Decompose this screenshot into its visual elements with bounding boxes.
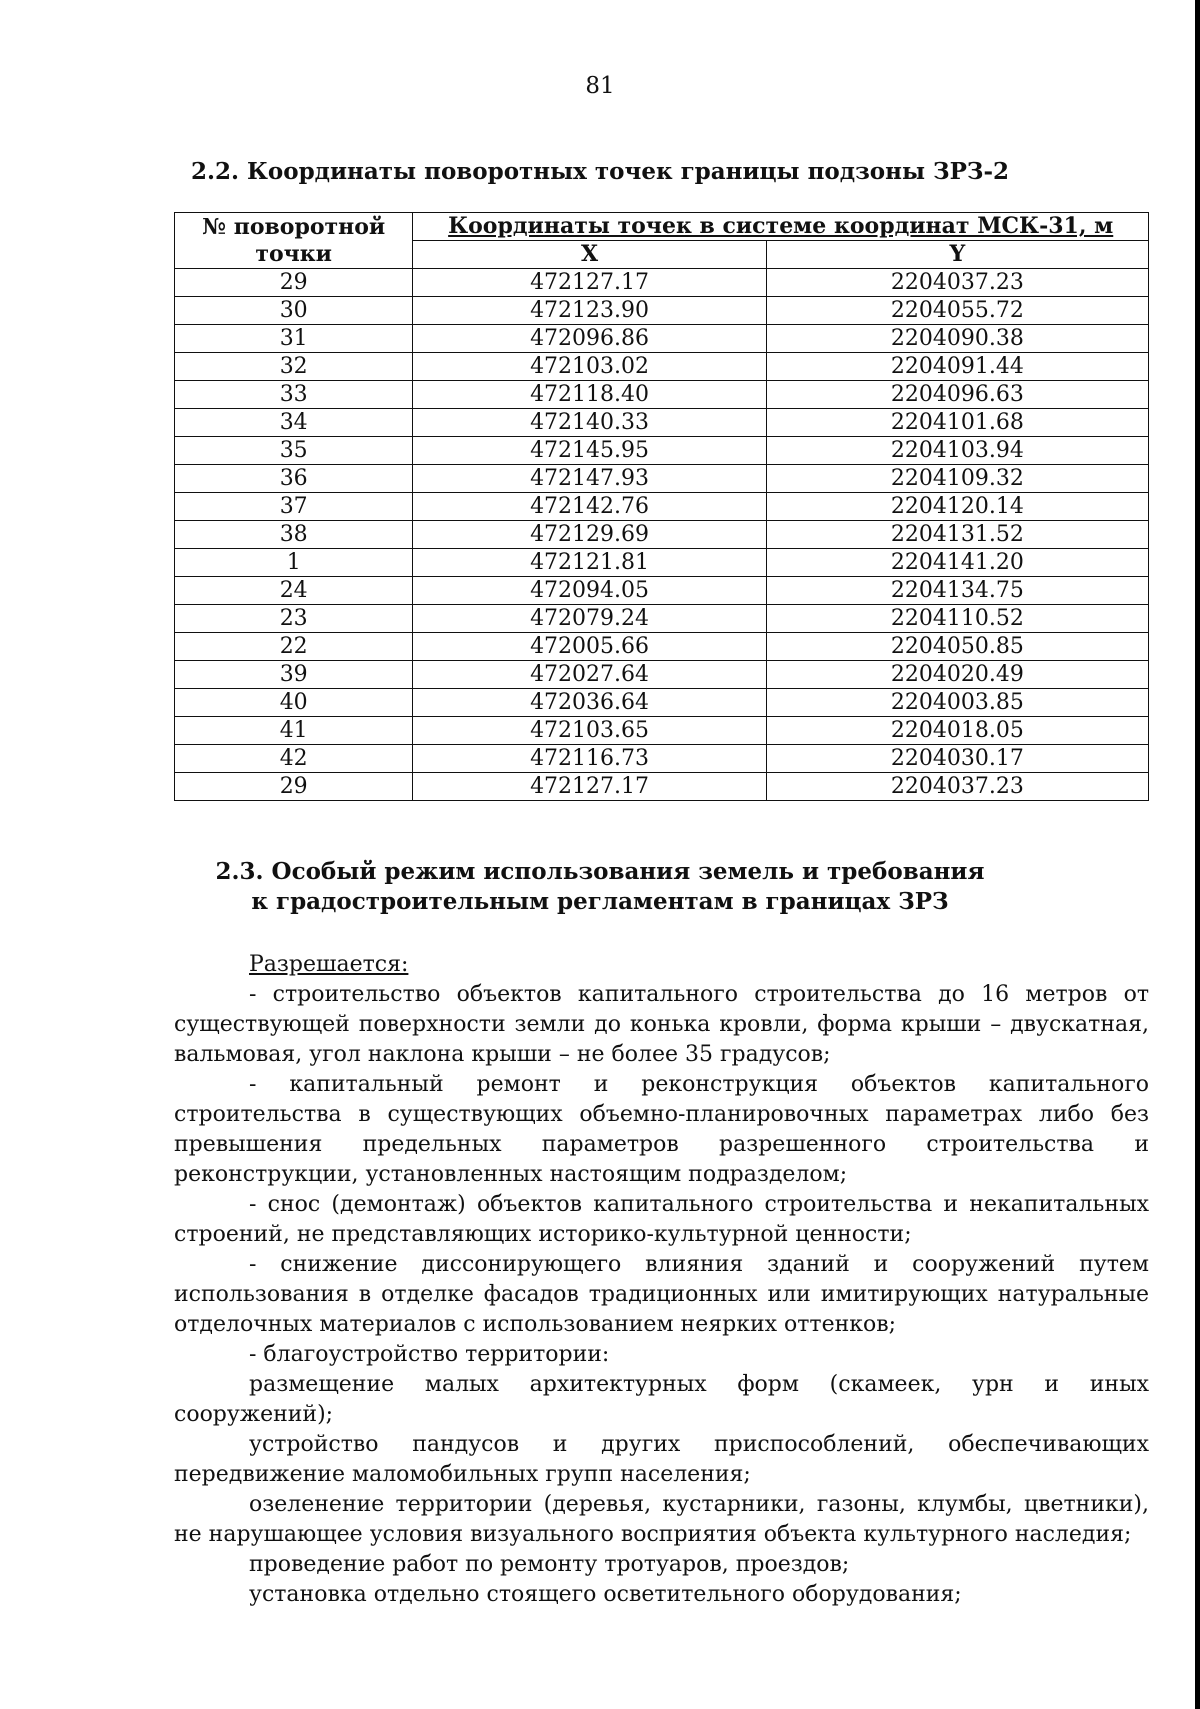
x-cell: 472147.93 — [413, 465, 766, 493]
point-number-cell: 40 — [175, 689, 413, 717]
y-cell: 2204110.52 — [766, 605, 1148, 633]
table-row — [175, 465, 1149, 493]
paragraph-dissonance-reduction: - снижение диссонирующего влияния зданий и сооружений путем использования в отделке фасадов традиционных или имитирующих натуральные отделочных материалов с использованием неярких оттенков; — [174, 1252, 1149, 1337]
table-row — [175, 549, 1149, 577]
table-row — [175, 773, 1149, 801]
x-cell: 472005.66 — [413, 633, 766, 661]
coords-group-header-text: Координаты точек в системе координат МСК-31, м — [448, 213, 1114, 239]
table-row — [175, 409, 1149, 437]
point-number-cell: 36 — [175, 465, 413, 493]
point-number-cell: 33 — [175, 381, 413, 409]
x-cell: 472116.73 — [413, 745, 766, 773]
table-row — [175, 717, 1149, 745]
table-row — [175, 381, 1149, 409]
point-number-cell: 23 — [175, 605, 413, 633]
y-cell: 2204091.44 — [766, 353, 1148, 381]
point-number-cell: 34 — [175, 409, 413, 437]
regime-title-line2: к градостроительным регламентам в границах ЗРЗ — [251, 888, 949, 915]
x-cell: 472142.76 — [413, 493, 766, 521]
table-row — [175, 689, 1149, 717]
point-number-cell: 22 — [175, 633, 413, 661]
regime-title-line1: 2.3. Особый режим использования земель и требования — [215, 858, 985, 885]
y-cell: 2204037.23 — [766, 773, 1148, 801]
point-number-cell: 32 — [175, 353, 413, 381]
x-cell: 472079.24 — [413, 605, 766, 633]
y-cell: 2204096.63 — [766, 381, 1148, 409]
table-row — [175, 325, 1149, 353]
y-cell: 2204109.32 — [766, 465, 1148, 493]
paragraph-sidewalk-repair: проведение работ по ремонту тротуаров, проездов; — [249, 1552, 850, 1577]
x-cell: 472103.02 — [413, 353, 766, 381]
y-cell: 2204055.72 — [766, 297, 1148, 325]
point-number-header — [175, 213, 413, 269]
point-number-cell: 31 — [175, 325, 413, 353]
point-number-cell: 24 — [175, 577, 413, 605]
x-cell: 472036.64 — [413, 689, 766, 717]
x-cell: 472103.65 — [413, 717, 766, 745]
point-number-header-line2: точки — [255, 240, 332, 267]
point-number-cell: 35 — [175, 437, 413, 465]
y-cell: 2204101.68 — [766, 409, 1148, 437]
coords-group-header — [413, 213, 1149, 241]
x-cell: 472123.90 — [413, 297, 766, 325]
paragraph-landscaping: - благоустройство территории: — [249, 1342, 610, 1367]
y-header: Y — [766, 241, 1148, 269]
table-row — [175, 353, 1149, 381]
x-header: X — [413, 241, 766, 269]
y-cell: 2204050.85 — [766, 633, 1148, 661]
y-cell: 2204018.05 — [766, 717, 1148, 745]
allowed-label — [174, 950, 1149, 980]
paragraph-greening: озеленение территории (деревья, кустарники, газоны, клумбы, цветники), не нарушающее условия визуального восприятия объекта культурного наследия; — [174, 1492, 1149, 1547]
paragraph-capital-repair: - капитальный ремонт и реконструкция объектов капитального строительства в существующих объемно-планировочных параметрах либо без превышения предельных параметров разрешенного строительства и реконструкции, установленных настоящим подразделом; — [174, 1072, 1149, 1187]
y-cell: 2204003.85 — [766, 689, 1148, 717]
table-row — [175, 605, 1149, 633]
y-cell: 2204037.23 — [766, 269, 1148, 297]
table-section-title: 2.2. Координаты поворотных точек границы подзоны ЗРЗ-2 — [190, 158, 1010, 185]
point-number-cell: 29 — [175, 269, 413, 297]
table-header-row — [175, 213, 1149, 241]
regime-body-text — [174, 950, 1149, 1610]
table-row — [175, 661, 1149, 689]
x-cell: 472094.05 — [413, 577, 766, 605]
table-row — [175, 633, 1149, 661]
table-row — [175, 521, 1149, 549]
page-scan-edge — [1195, 0, 1200, 1709]
x-cell: 472027.64 — [413, 661, 766, 689]
point-number-cell: 29 — [175, 773, 413, 801]
table-row — [175, 577, 1149, 605]
paragraph-construction: - строительство объектов капитального строительства до 16 метров от существующей поверхности земли до конька кровли, форма крыши – двускатная, вальмовая, угол наклона крыши – не более 35 градусов; — [174, 982, 1149, 1067]
paragraph-small-forms: размещение малых архитектурных форм (скамеек, урн и иных сооружений); — [174, 1372, 1149, 1427]
point-number-cell: 39 — [175, 661, 413, 689]
y-cell: 2204030.17 — [766, 745, 1148, 773]
x-cell: 472121.81 — [413, 549, 766, 577]
table-row — [175, 269, 1149, 297]
coordinates-table — [174, 212, 1149, 801]
x-cell: 472145.95 — [413, 437, 766, 465]
point-number-cell: 42 — [175, 745, 413, 773]
point-number-cell: 41 — [175, 717, 413, 745]
point-number-cell: 38 — [175, 521, 413, 549]
point-number-cell: 30 — [175, 297, 413, 325]
y-cell: 2204120.14 — [766, 493, 1148, 521]
x-cell: 472118.40 — [413, 381, 766, 409]
y-cell: 2204020.49 — [766, 661, 1148, 689]
paragraph-ramps: устройство пандусов и других приспособлений, обеспечивающих передвижение маломобильных групп населения; — [174, 1432, 1149, 1487]
y-cell: 2204131.52 — [766, 521, 1148, 549]
y-cell: 2204141.20 — [766, 549, 1148, 577]
y-cell: 2204134.75 — [766, 577, 1148, 605]
regime-section-title — [0, 857, 1200, 917]
paragraph-lighting: установка отдельно стоящего осветительного оборудования; — [249, 1582, 962, 1607]
x-cell: 472127.17 — [413, 269, 766, 297]
allowed-label-text: Разрешается: — [249, 952, 409, 977]
coordinates-table-body — [175, 269, 1149, 801]
table-row — [175, 745, 1149, 773]
x-cell: 472140.33 — [413, 409, 766, 437]
paragraph-demolition: - снос (демонтаж) объектов капитального строительства и некапитальных строений, не представляющих историко-культурной ценности; — [174, 1192, 1149, 1247]
x-cell: 472129.69 — [413, 521, 766, 549]
y-cell: 2204103.94 — [766, 437, 1148, 465]
table-row — [175, 493, 1149, 521]
point-number-cell: 1 — [175, 549, 413, 577]
x-cell: 472096.86 — [413, 325, 766, 353]
table-row — [175, 437, 1149, 465]
point-number-header-line1: № поворотной — [202, 213, 386, 240]
page-number: 81 — [585, 73, 615, 99]
x-cell: 472127.17 — [413, 773, 766, 801]
y-cell: 2204090.38 — [766, 325, 1148, 353]
point-number-cell: 37 — [175, 493, 413, 521]
table-row — [175, 297, 1149, 325]
